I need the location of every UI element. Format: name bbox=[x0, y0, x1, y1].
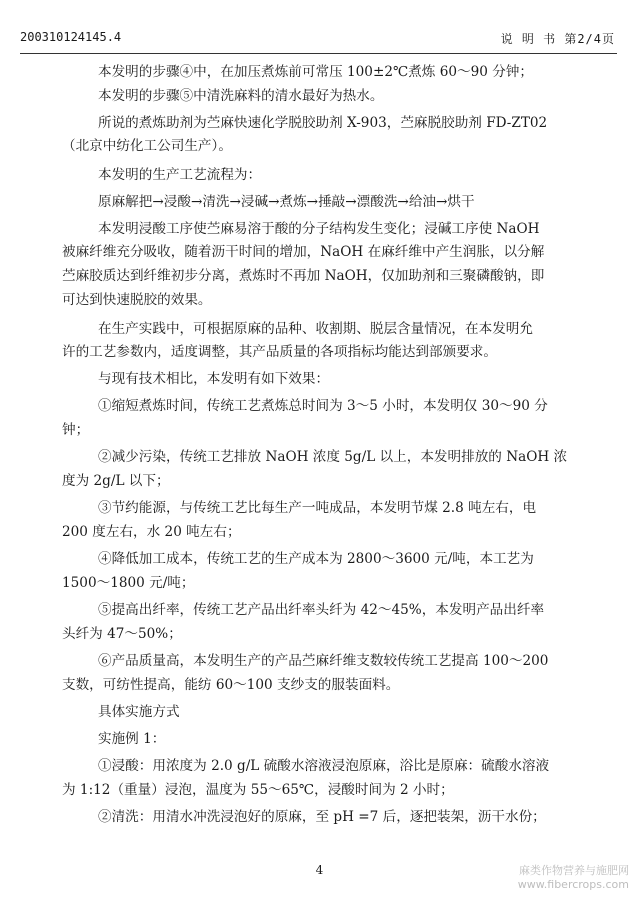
body-line: 可达到快速脱胶的效果。 bbox=[62, 292, 212, 308]
body-line: 200 度左右，水 20 吨左右； bbox=[62, 524, 241, 540]
body-line: ⑤提高出纤率，传统工艺产品出纤率头纤为 42～45%，本发明产品出纤率 bbox=[98, 602, 545, 618]
body-line: 与现有技术相比，本发明有如下效果： bbox=[98, 371, 330, 387]
watermark bbox=[518, 864, 629, 892]
body-line: 头纤为 47～50%； bbox=[62, 626, 182, 642]
watermark-line-2: www.fibercrops.com bbox=[517, 878, 629, 891]
document-number: 200310124145.4 bbox=[20, 30, 122, 44]
body-line: 为 1:12（重量）浸泡，温度为 55～65℃，浸酸时间为 2 小时； bbox=[62, 782, 454, 798]
body-line: ④降低加工成本，传统工艺的生产成本为 2800～3600 元/吨，本工艺为 bbox=[98, 551, 534, 567]
body-line: ⑥产品质量高，本发明生产的产品苎麻纤维支数较传统工艺提高 100～200 bbox=[98, 653, 549, 669]
header-rule bbox=[20, 53, 617, 54]
body-line: 原麻解把→浸酸→清洗→浸碱→煮炼→捶敲→漂酸洗→给油→烘干 bbox=[98, 194, 475, 210]
body-line: ②减少污染，传统工艺排放 NaOH 浓度 5g/L 以上，本发明排放的 NaOH 浓 bbox=[98, 449, 568, 465]
body-line: 苎麻胶质达到纤维初步分离，煮炼时不再加 NaOH，仅加助剂和三聚磷酸钠，即 bbox=[62, 268, 545, 284]
body-line: ①浸酸：用浓度为 2.0 g/L 硫酸水溶液浸泡原麻，浴比是原麻：硫酸水溶液 bbox=[98, 758, 550, 774]
body-line: 在生产实践中，可根据原麻的品种、收割期、脱层含量情况，在本发明允 bbox=[98, 321, 533, 337]
body-line: 度为 2g/L 以下； bbox=[62, 473, 170, 489]
body-line: 许的工艺参数内，适度调整，其产品质量的各项指标均能达到部颁要求。 bbox=[62, 344, 497, 360]
body-line: 钟； bbox=[62, 422, 90, 438]
page-number: 4 bbox=[315, 863, 324, 877]
body-line: 本发明的步骤④中，在加压煮炼前可常压 100±2℃煮炼 60～90 分钟； bbox=[98, 64, 533, 80]
body-line: 支数，可纺性提高，能纺 60～100 支纱支的服装面料。 bbox=[62, 677, 400, 693]
body-line: 具体实施方式 bbox=[98, 704, 180, 720]
body-line: 实施例 1： bbox=[98, 731, 166, 747]
body-line: 本发明的生产工艺流程为： bbox=[98, 167, 262, 183]
body-line: ③节约能源，与传统工艺比每生产一吨成品，本发明节煤 2.8 吨左右，电 bbox=[98, 500, 537, 516]
body-line: （北京中纺化工公司生产）。 bbox=[62, 138, 232, 154]
page-header bbox=[20, 30, 615, 50]
watermark-line-1: 麻类作物营养与施肥网 bbox=[519, 864, 629, 877]
body-line: 所说的煮炼助剂为苎麻快速化学脱胶助剂 X-903，苎麻脱胶助剂 FD-ZT02 bbox=[98, 115, 548, 131]
body-line: 被麻纤维充分吸收，随着沥干时间的增加，NaOH 在麻纤维中产生润胀，以分解 bbox=[62, 244, 545, 260]
body-line: 1500～1800 元/吨； bbox=[62, 575, 195, 591]
body-line: 本发明浸酸工序使苎麻易溶于酸的分子结构发生变化；浸碱工序使 NaOH bbox=[98, 221, 540, 237]
body-line: ②清洗：用清水冲洗浸泡好的原麻，至 pH =7 后，逐把装架，沥干水份； bbox=[98, 809, 546, 825]
document-title-and-page: 说 明 书 第2/4页 bbox=[500, 32, 615, 46]
body-line: 本发明的步骤⑤中清洗麻料的清水最好为热水。 bbox=[98, 88, 384, 104]
body-line: ①缩短煮炼时间，传统工艺煮炼总时间为 3～5 小时，本发明仅 30～90 分 bbox=[98, 398, 548, 414]
